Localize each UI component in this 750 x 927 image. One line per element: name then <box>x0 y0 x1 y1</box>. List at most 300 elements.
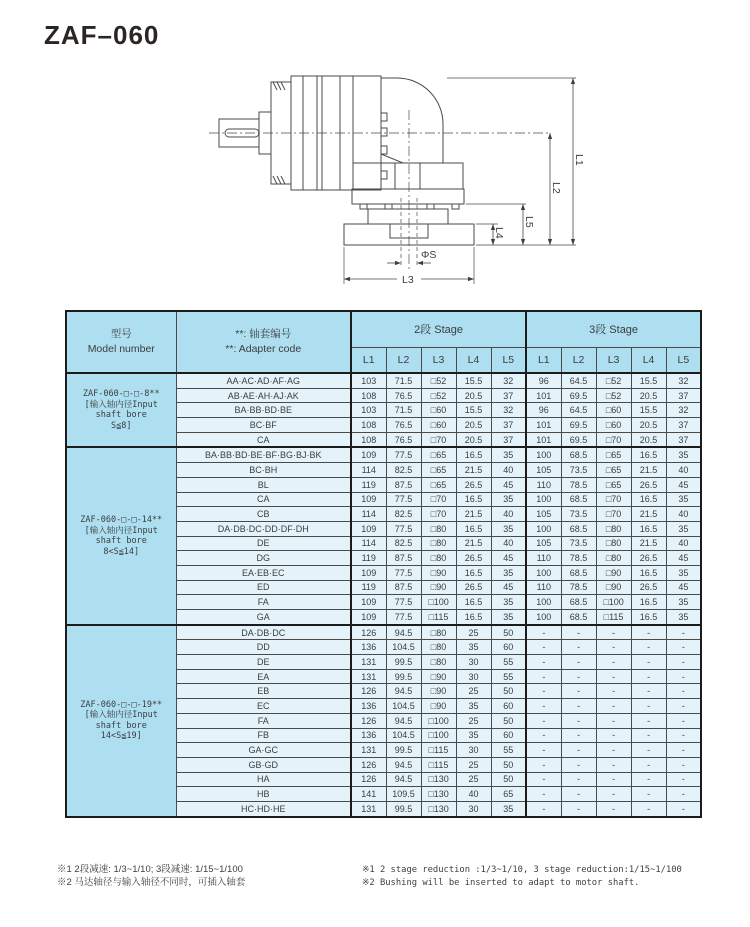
dim-value-cell: 77.5 <box>386 447 421 462</box>
dim-value-cell: 26.5 <box>456 551 491 566</box>
dim-value-cell: 40 <box>456 787 491 802</box>
dim-value-cell: 126 <box>351 757 386 772</box>
footnote-en-1: ※1 2 stage reduction :1/3~1/10, 3 stage reduction:1/15~1/100 <box>362 865 682 875</box>
dim-value-cell: - <box>561 625 596 640</box>
dim-value-cell: 136 <box>351 728 386 743</box>
dim-value-cell: 103 <box>351 403 386 418</box>
dim-value-cell: 37 <box>491 388 526 403</box>
dim-value-cell: 94.5 <box>386 684 421 699</box>
dim-label-l1: L1 <box>573 154 585 166</box>
dim-value-cell: - <box>596 728 631 743</box>
adapter-code-cell: GA·GC <box>176 743 351 758</box>
adapter-code-cell: BA·BB·BD·BE <box>176 403 351 418</box>
dim-value-cell: 109 <box>351 610 386 625</box>
dim-value-cell: - <box>631 801 666 816</box>
dim-value-cell: - <box>526 684 561 699</box>
dim-value-cell: □115 <box>421 743 456 758</box>
dim-value-cell: □60 <box>421 418 456 433</box>
gearbox-drawing <box>205 58 590 306</box>
dim-value-cell: 26.5 <box>456 580 491 595</box>
dim-value-cell: 32 <box>666 403 701 418</box>
dim-value-cell: □80 <box>596 551 631 566</box>
dim-label-phi-s: ΦS <box>421 249 437 261</box>
dim-value-cell: - <box>561 757 596 772</box>
dim-header: L5 <box>666 347 701 373</box>
dim-value-cell: 77.5 <box>386 521 421 536</box>
dim-value-cell: 16.5 <box>631 565 666 580</box>
dim-value-cell: 35 <box>666 447 701 462</box>
dim-value-cell: □65 <box>421 477 456 492</box>
dim-value-cell: □70 <box>596 507 631 522</box>
dim-value-cell: 40 <box>491 536 526 551</box>
footnote-en-2: ※2 Bushing will be inserted to adapt to motor shaft. <box>362 877 640 888</box>
dim-value-cell: - <box>561 699 596 714</box>
dim-value-cell: 35 <box>491 521 526 536</box>
dim-value-cell: □80 <box>421 551 456 566</box>
dim-value-cell: 99.5 <box>386 801 421 816</box>
footnote-cn-1: ※1 2段减速: 1/3~1/10; 3段减速: 1/15~1/100 <box>57 864 243 875</box>
model-header <box>66 311 176 373</box>
dim-value-cell: - <box>596 787 631 802</box>
dim-value-cell: 64.5 <box>561 403 596 418</box>
dim-value-cell: □65 <box>421 463 456 478</box>
dim-value-cell: 37 <box>666 432 701 447</box>
dim-value-cell: - <box>561 801 596 816</box>
dim-value-cell: 100 <box>526 492 561 507</box>
dim-value-cell: 20.5 <box>456 432 491 447</box>
dim-value-cell: □80 <box>421 536 456 551</box>
dim-value-cell: □130 <box>421 772 456 787</box>
dim-value-cell: - <box>561 684 596 699</box>
dim-value-cell: - <box>596 743 631 758</box>
dim-value-cell: □80 <box>421 655 456 670</box>
extension-lines <box>344 78 576 284</box>
dim-header: L4 <box>631 347 666 373</box>
dim-value-cell: 16.5 <box>631 595 666 610</box>
dim-value-cell: □70 <box>421 492 456 507</box>
dim-value-cell: 35 <box>666 521 701 536</box>
dim-value-cell: 20.5 <box>631 418 666 433</box>
adapter-code-cell: BL <box>176 477 351 492</box>
dim-value-cell: 136 <box>351 699 386 714</box>
dim-value-cell: - <box>666 801 701 816</box>
dim-value-cell: 37 <box>666 418 701 433</box>
dim-value-cell: 68.5 <box>561 565 596 580</box>
technical-drawing <box>205 58 590 306</box>
dim-value-cell: 21.5 <box>631 536 666 551</box>
stage3-header: 3段 Stage <box>526 311 701 347</box>
dim-value-cell: - <box>666 684 701 699</box>
dim-value-cell: 108 <box>351 388 386 403</box>
adapter-code-cell: DE <box>176 536 351 551</box>
dim-value-cell: - <box>631 655 666 670</box>
dim-value-cell: 100 <box>526 595 561 610</box>
dim-value-cell: 131 <box>351 801 386 816</box>
dim-value-cell: 94.5 <box>386 713 421 728</box>
dim-value-cell: 110 <box>526 580 561 595</box>
dim-value-cell: 68.5 <box>561 492 596 507</box>
dim-value-cell: □100 <box>421 728 456 743</box>
dim-header: L2 <box>386 347 421 373</box>
dim-value-cell: - <box>631 728 666 743</box>
dim-value-cell: □90 <box>421 580 456 595</box>
dim-value-cell: - <box>526 655 561 670</box>
dim-value-cell: - <box>596 669 631 684</box>
adapter-header-cn: **: 轴套编号 <box>235 328 292 340</box>
adapter-code-cell: EA·EB·EC <box>176 565 351 580</box>
dim-value-cell: - <box>526 801 561 816</box>
dim-value-cell: 87.5 <box>386 477 421 492</box>
dim-value-cell: 77.5 <box>386 565 421 580</box>
dim-value-cell: 82.5 <box>386 536 421 551</box>
dim-value-cell: 26.5 <box>456 477 491 492</box>
dim-value-cell: 45 <box>666 580 701 595</box>
dim-value-cell: 20.5 <box>631 388 666 403</box>
dim-value-cell: 35 <box>491 447 526 462</box>
dim-label-l2: L2 <box>550 182 562 194</box>
dim-value-cell: 103 <box>351 373 386 388</box>
adapter-code-cell: AB·AE·AH·AJ·AK <box>176 388 351 403</box>
dim-value-cell: 16.5 <box>456 492 491 507</box>
dim-value-cell: 109 <box>351 447 386 462</box>
dim-value-cell: - <box>561 787 596 802</box>
dim-value-cell: 35 <box>491 610 526 625</box>
dim-value-cell: 82.5 <box>386 507 421 522</box>
adapter-code-cell: BA·BB·BD·BE·BF·BG·BJ·BK <box>176 447 351 462</box>
adapter-code-cell: AA·AC·AD·AF·AG <box>176 373 351 388</box>
dim-value-cell: □52 <box>596 373 631 388</box>
dim-value-cell: 114 <box>351 507 386 522</box>
dim-header: L3 <box>421 347 456 373</box>
dim-value-cell: 26.5 <box>631 551 666 566</box>
footnotes-chinese <box>57 864 357 889</box>
dim-value-cell: 131 <box>351 655 386 670</box>
dim-value-cell: - <box>526 625 561 640</box>
stage2-header: 2段 Stage <box>351 311 526 347</box>
adapter-code-cell: EC <box>176 699 351 714</box>
dim-value-cell: 126 <box>351 772 386 787</box>
dim-value-cell: 73.5 <box>561 507 596 522</box>
dim-value-cell: 16.5 <box>631 492 666 507</box>
dim-value-cell: - <box>596 655 631 670</box>
adapter-header <box>176 311 351 373</box>
dim-value-cell: 35 <box>666 595 701 610</box>
dim-value-cell: 109.5 <box>386 787 421 802</box>
dim-value-cell: 40 <box>666 536 701 551</box>
dim-value-cell: 45 <box>491 580 526 595</box>
dim-value-cell: □90 <box>421 699 456 714</box>
adapter-code-cell: GA <box>176 610 351 625</box>
dim-value-cell: - <box>631 640 666 655</box>
dim-value-cell: 99.5 <box>386 655 421 670</box>
dim-header: L4 <box>456 347 491 373</box>
dim-value-cell: - <box>561 728 596 743</box>
dim-value-cell: 108 <box>351 418 386 433</box>
dim-value-cell: 37 <box>491 432 526 447</box>
table-header-row <box>66 311 701 347</box>
dim-value-cell: - <box>631 669 666 684</box>
dim-value-cell: □80 <box>596 521 631 536</box>
dim-value-cell: 50 <box>491 684 526 699</box>
dim-value-cell: - <box>631 625 666 640</box>
dim-value-cell: 15.5 <box>456 403 491 418</box>
dim-value-cell: 21.5 <box>631 507 666 522</box>
dim-value-cell: □60 <box>421 403 456 418</box>
dim-value-cell: □100 <box>421 595 456 610</box>
dimension-lines <box>344 78 573 279</box>
dim-value-cell: 76.5 <box>386 432 421 447</box>
dim-value-cell: 109 <box>351 565 386 580</box>
dim-value-cell: 30 <box>456 801 491 816</box>
dim-value-cell: 68.5 <box>561 595 596 610</box>
dim-value-cell: 114 <box>351 536 386 551</box>
dim-value-cell: 108 <box>351 432 386 447</box>
dim-header: L1 <box>351 347 386 373</box>
dim-value-cell: 119 <box>351 477 386 492</box>
dim-value-cell: 35 <box>491 801 526 816</box>
dim-value-cell: 109 <box>351 492 386 507</box>
dim-value-cell: 60 <box>491 699 526 714</box>
dim-value-cell: 20.5 <box>631 432 666 447</box>
dim-value-cell: □70 <box>421 507 456 522</box>
dim-value-cell: 26.5 <box>631 477 666 492</box>
dim-value-cell: 99.5 <box>386 743 421 758</box>
dim-value-cell: - <box>666 625 701 640</box>
adapter-code-cell: CA <box>176 492 351 507</box>
dim-value-cell: 126 <box>351 684 386 699</box>
dim-value-cell: 35 <box>666 565 701 580</box>
dim-value-cell: □100 <box>421 713 456 728</box>
dim-value-cell: 104.5 <box>386 640 421 655</box>
dim-value-cell: 96 <box>526 403 561 418</box>
dim-value-cell: 78.5 <box>561 551 596 566</box>
dim-value-cell: - <box>561 772 596 787</box>
dim-value-cell: 16.5 <box>631 447 666 462</box>
table-row <box>66 447 701 462</box>
dim-value-cell: 55 <box>491 669 526 684</box>
dim-value-cell: - <box>631 699 666 714</box>
model-header-en: Model number <box>87 343 155 355</box>
dim-value-cell: 76.5 <box>386 418 421 433</box>
dim-label-l3: L3 <box>402 274 414 286</box>
dim-value-cell: 69.5 <box>561 432 596 447</box>
dim-value-cell: 16.5 <box>456 610 491 625</box>
dim-value-cell: - <box>666 713 701 728</box>
dim-value-cell: 94.5 <box>386 757 421 772</box>
adapter-code-cell: HC·HD·HE <box>176 801 351 816</box>
dim-value-cell: 32 <box>491 373 526 388</box>
dim-value-cell: 25 <box>456 713 491 728</box>
dim-value-cell: 119 <box>351 580 386 595</box>
dim-value-cell: □65 <box>596 447 631 462</box>
dim-value-cell: 16.5 <box>456 565 491 580</box>
adapter-code-cell: HA <box>176 772 351 787</box>
dim-value-cell: - <box>631 684 666 699</box>
dim-value-cell: □52 <box>421 388 456 403</box>
elbow <box>381 78 443 163</box>
table-row <box>66 373 701 388</box>
dim-value-cell: - <box>666 743 701 758</box>
dim-value-cell: 25 <box>456 772 491 787</box>
dim-value-cell: 100 <box>526 447 561 462</box>
dim-value-cell: 37 <box>491 418 526 433</box>
dim-value-cell: 69.5 <box>561 388 596 403</box>
dim-value-cell: 68.5 <box>561 521 596 536</box>
dim-value-cell: 15.5 <box>456 373 491 388</box>
dim-value-cell: 45 <box>491 477 526 492</box>
dim-value-cell: □90 <box>596 580 631 595</box>
page-title: ZAF–060 <box>44 20 160 50</box>
dim-value-cell: 101 <box>526 418 561 433</box>
dim-value-cell: 32 <box>666 373 701 388</box>
dim-header: L1 <box>526 347 561 373</box>
dim-value-cell: □65 <box>421 447 456 462</box>
dim-value-cell: □90 <box>421 669 456 684</box>
dim-value-cell: 105 <box>526 507 561 522</box>
dim-value-cell: 30 <box>456 655 491 670</box>
dim-value-cell: 25 <box>456 625 491 640</box>
dim-value-cell: - <box>561 655 596 670</box>
dim-value-cell: 82.5 <box>386 463 421 478</box>
dim-value-cell: - <box>526 787 561 802</box>
dim-value-cell: 65 <box>491 787 526 802</box>
dim-value-cell: 78.5 <box>561 477 596 492</box>
dim-value-cell: 76.5 <box>386 388 421 403</box>
dim-value-cell: 77.5 <box>386 610 421 625</box>
dim-value-cell: □100 <box>596 595 631 610</box>
dim-value-cell: 16.5 <box>456 595 491 610</box>
dim-value-cell: - <box>631 743 666 758</box>
dim-value-cell: 100 <box>526 610 561 625</box>
dim-value-cell: 126 <box>351 625 386 640</box>
dim-value-cell: □80 <box>421 640 456 655</box>
dim-header: L3 <box>596 347 631 373</box>
dim-value-cell: - <box>596 713 631 728</box>
dim-value-cell: 26.5 <box>631 580 666 595</box>
dim-value-cell: □90 <box>596 565 631 580</box>
dim-value-cell: □130 <box>421 787 456 802</box>
adapter-code-cell: CA <box>176 432 351 447</box>
dim-value-cell: - <box>526 669 561 684</box>
dim-value-cell: □115 <box>421 610 456 625</box>
dim-value-cell: □80 <box>596 536 631 551</box>
adapter-code-cell: HB <box>176 787 351 802</box>
dim-value-cell: 114 <box>351 463 386 478</box>
dim-value-cell: - <box>631 787 666 802</box>
dim-value-cell: 15.5 <box>631 373 666 388</box>
dim-value-cell: 50 <box>491 757 526 772</box>
dim-value-cell: - <box>666 772 701 787</box>
adapter-code-cell: DE <box>176 655 351 670</box>
dim-value-cell: □70 <box>596 432 631 447</box>
dim-value-cell: - <box>631 772 666 787</box>
dim-value-cell: 131 <box>351 743 386 758</box>
adapter-code-cell: FA <box>176 595 351 610</box>
dim-value-cell: - <box>666 728 701 743</box>
footnote-cn-2: ※2 马达轴径与输入轴径不同时，可插入轴套 <box>57 876 246 888</box>
dim-value-cell: 105 <box>526 536 561 551</box>
dim-value-cell: 78.5 <box>561 580 596 595</box>
dim-value-cell: 35 <box>491 492 526 507</box>
dim-value-cell: 96 <box>526 373 561 388</box>
dim-value-cell: 104.5 <box>386 728 421 743</box>
adapter-code-cell: EB <box>176 684 351 699</box>
adapter-code-cell: DA·DB·DC <box>176 625 351 640</box>
dim-value-cell: 35 <box>456 699 491 714</box>
dim-value-cell: □115 <box>421 757 456 772</box>
dim-value-cell: - <box>596 640 631 655</box>
dim-value-cell: 37 <box>666 388 701 403</box>
adapter-code-cell: DA·DB·DC·DD·DF·DH <box>176 521 351 536</box>
dim-value-cell: 71.5 <box>386 403 421 418</box>
dim-label-l5: L5 <box>523 216 535 228</box>
dim-value-cell: 40 <box>491 507 526 522</box>
dim-value-cell: 20.5 <box>456 388 491 403</box>
dim-value-cell: 35 <box>666 610 701 625</box>
adapter-code-cell: GB·GD <box>176 757 351 772</box>
dim-header: L5 <box>491 347 526 373</box>
dim-value-cell: 25 <box>456 684 491 699</box>
dim-value-cell: 45 <box>666 477 701 492</box>
dim-value-cell: 21.5 <box>456 463 491 478</box>
dim-value-cell: 101 <box>526 388 561 403</box>
dim-value-cell: 35 <box>456 640 491 655</box>
dim-value-cell: 35 <box>491 595 526 610</box>
adapter-code-cell: ED <box>176 580 351 595</box>
adapter-code-cell: BC·BH <box>176 463 351 478</box>
dim-value-cell: 16.5 <box>456 447 491 462</box>
dim-value-cell: 15.5 <box>631 403 666 418</box>
dim-value-cell: □130 <box>421 801 456 816</box>
dim-value-cell: 105 <box>526 463 561 478</box>
dim-value-cell: - <box>526 757 561 772</box>
dim-value-cell: 55 <box>491 743 526 758</box>
dim-value-cell: - <box>526 699 561 714</box>
dim-value-cell: 35 <box>491 565 526 580</box>
dim-value-cell: 55 <box>491 655 526 670</box>
dim-value-cell: 87.5 <box>386 580 421 595</box>
dim-value-cell: - <box>596 757 631 772</box>
dim-value-cell: □90 <box>421 565 456 580</box>
dim-value-cell: 87.5 <box>386 551 421 566</box>
dim-value-cell: - <box>666 640 701 655</box>
dim-value-cell: 40 <box>666 507 701 522</box>
dim-value-cell: 68.5 <box>561 447 596 462</box>
dimension-arrows <box>344 78 575 281</box>
dim-value-cell: 50 <box>491 625 526 640</box>
dim-value-cell: 40 <box>666 463 701 478</box>
dim-value-cell: 30 <box>456 669 491 684</box>
dim-value-cell: 30 <box>456 743 491 758</box>
dim-value-cell: 141 <box>351 787 386 802</box>
dim-value-cell: - <box>596 699 631 714</box>
dim-value-cell: - <box>526 728 561 743</box>
dim-value-cell: □90 <box>421 684 456 699</box>
dim-value-cell: □115 <box>596 610 631 625</box>
dim-value-cell: - <box>666 669 701 684</box>
dim-value-cell: - <box>596 625 631 640</box>
dim-value-cell: - <box>561 713 596 728</box>
model-cell: ZAF-060-□-□-19** [输入轴内径Input shaft bore 14<S≦19] <box>66 625 176 817</box>
dim-value-cell: 77.5 <box>386 492 421 507</box>
dim-value-cell: - <box>666 787 701 802</box>
table-body <box>66 373 701 817</box>
adapter-code-cell: CB <box>176 507 351 522</box>
table-row <box>66 625 701 640</box>
dim-value-cell: 100 <box>526 565 561 580</box>
dim-value-cell: 21.5 <box>631 463 666 478</box>
dim-value-cell: - <box>666 757 701 772</box>
